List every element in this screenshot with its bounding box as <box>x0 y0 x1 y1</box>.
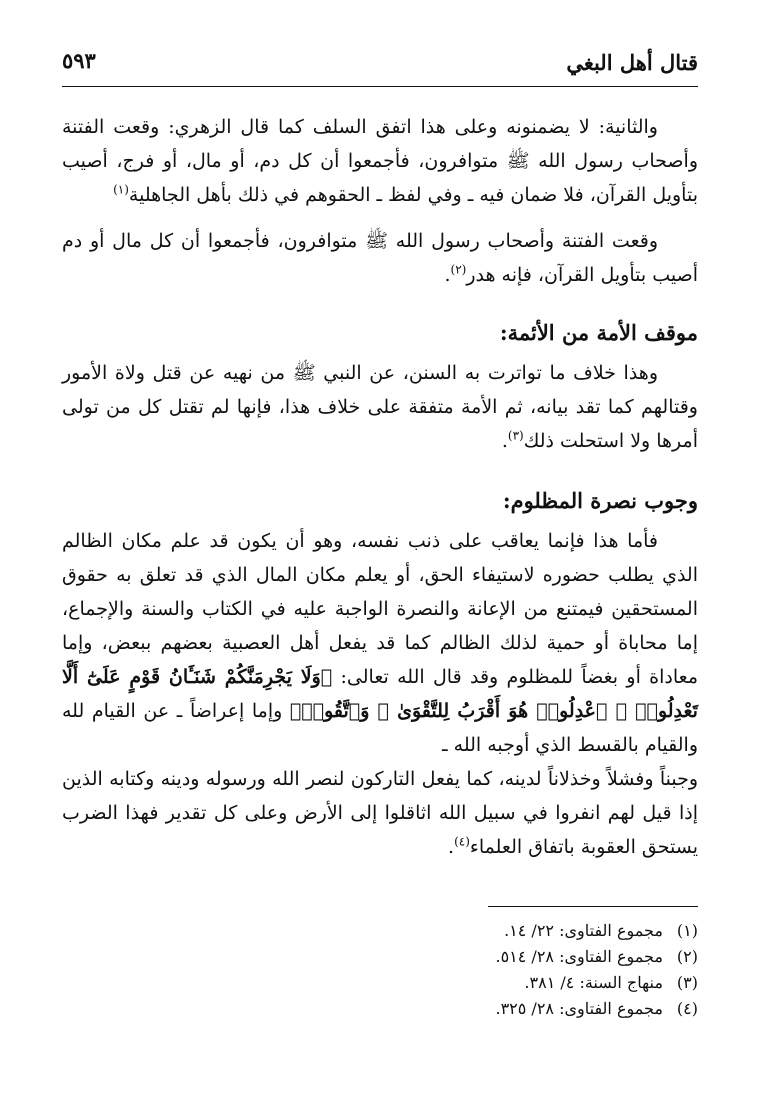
paragraph-2 <box>62 224 698 292</box>
page-body <box>62 110 698 864</box>
footnote-3 <box>62 970 698 996</box>
footnote-text: منهاج السنة: ٤/ ٣٨١. <box>524 973 663 992</box>
paragraph-2-text: وقعت الفتنة وأصحاب رسول الله ﷺ متوافرون، فأجمعوا أن كل مال أو دم أصيب بتأويل القرآن، فإنه هدر <box>62 230 698 286</box>
footnote-ref-1: (١) <box>113 182 129 197</box>
paragraph-5-end: . <box>448 836 455 858</box>
paragraph-4 <box>62 524 698 762</box>
paragraph-3 <box>62 356 698 458</box>
page-header <box>62 40 698 87</box>
section-heading-1: موقف الأمة من الأئمة: <box>499 320 698 345</box>
paragraph-5-text: وجبناً وفشلاً وخذلاناً لدينه، كما يفعل التاركون لنصر الله ورسوله ودينه وكتابه الذين إذا قيل لهم انفروا في سبيل الله اثاقلوا إلى الأرض وعلى كل تقدير فهذا الضرب يستحق العقوبة باتفاق العلماء <box>62 768 698 858</box>
footnote-4 <box>62 996 698 1022</box>
footnote-number: (٤) <box>676 999 698 1018</box>
paragraph-2-end: . <box>444 264 451 286</box>
footnotes <box>62 918 698 1022</box>
paragraph-1 <box>62 110 698 212</box>
paragraph-4-text-a: فأما هذا فإنما يعاقب على ذنب نفسه، وهو أن يكون قد علم مكان الظالم الذي يطلب حضوره لاستيفاء الحق، أو يعلم مكان المال الذي قد تعلق به حقوق المستحقين فيمتنع من الإعانة والنصرة الواجبة عليه في الكتاب والسنة والإجماع، إما محاباة أو حمية لذلك الظالم كما قد يفعل أهل العصبية بعضهم ببعض، وإما معاداة أو بغضاً للمظلوم وقد قال الله تعالى: <box>62 530 698 688</box>
footnote-text: مجموع الفتاوى: ٢٨/ ٥١٤. <box>495 947 663 966</box>
footnote-separator <box>488 906 698 907</box>
footnote-2 <box>62 944 698 970</box>
paragraph-5 <box>62 762 698 864</box>
footnote-ref-2: (٢) <box>450 262 467 277</box>
footnote-1 <box>62 918 698 944</box>
paragraph-3-text: وهذا خلاف ما تواترت به السنن، عن النبي ﷺ من نهيه عن قتل ولاة الأمور وقتالهم كما تقد بيانه، ثم الأمة متفقة على خلاف هذا، فإنها لم تقتل كل من تولى أمرها ولا استحلت ذلك <box>62 362 698 452</box>
paragraph-4-text-b: وإما إعراضاً ـ عن القيام لله والقيام بالقسط الذي أوجبه الله ـ <box>62 700 698 756</box>
footnote-ref-3: (٣) <box>507 428 524 443</box>
footnote-number: (١) <box>676 921 698 940</box>
paragraph-1-text: والثانية: لا يضمنونه وعلى هذا اتفق السلف كما قال الزهري: وقعت الفتنة وأصحاب رسول الله ﷺ متوافرون، فأجمعوا أن كل دم، أو مال، أو فرج، أصيب بتأويل القرآن، فلا ضمان فيه ـ وفي لفظ ـ الحقوهم في ذلك بأهل الجاهلية <box>62 116 699 206</box>
paragraph-3-end: . <box>501 430 508 452</box>
footnote-number: (٣) <box>676 973 698 992</box>
footnote-ref-4: (٤) <box>454 834 470 849</box>
quran-verse: ﴿وَلَا يَجْرِمَنَّكُمْ شَنَـَٔانُ قَوْمٍ عَلَىٰٓ أَلَّا تَعْدِلُوا۟ ۚ ٱعْدِلُوا۟ هُوَ أَقْرَبُ لِلتَّقْوَىٰ ۖ وَٱتَّقُوا۟﴾ <box>62 666 698 722</box>
page-number: ٥٩٣ <box>62 48 96 73</box>
running-title: قتال أهل البغي <box>566 50 698 75</box>
footnote-number: (٢) <box>676 947 698 966</box>
footnote-text: مجموع الفتاوى: ٢٨/ ٣٢٥. <box>495 999 663 1018</box>
section-heading-2: وجوب نصرة المظلوم: <box>502 488 698 513</box>
footnote-text: مجموع الفتاوى: ٢٢/ ١٤. <box>504 921 663 940</box>
